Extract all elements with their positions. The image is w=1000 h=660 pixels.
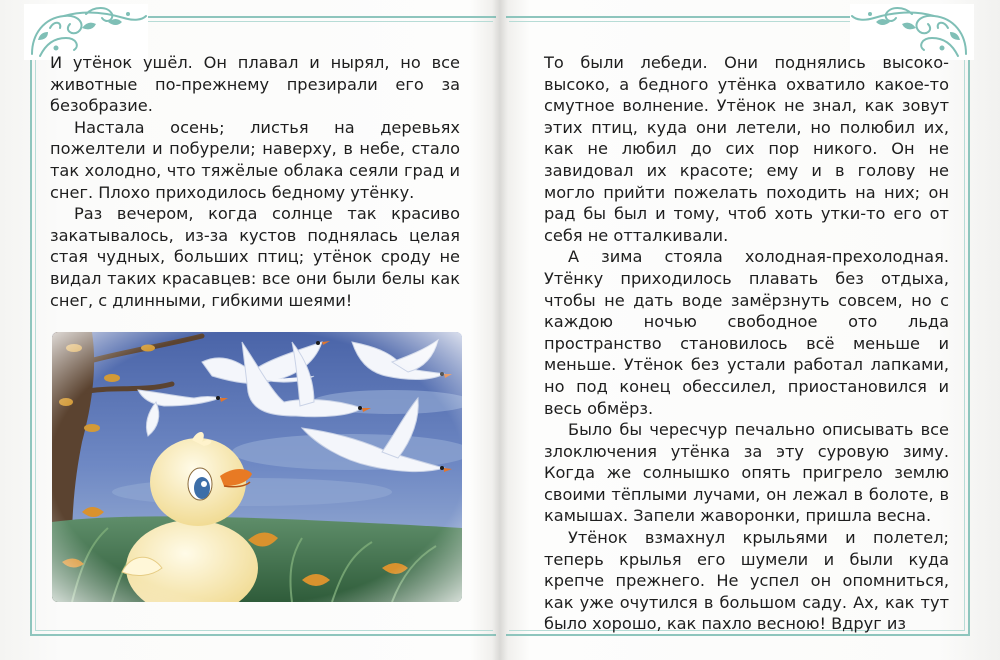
left-paragraph-1: И утёнок ушёл. Он плавал и нырял, но все животные по-прежнему презирали его за безобразие. (50, 53, 460, 116)
book-gutter (492, 0, 508, 660)
left-page-text (50, 52, 460, 311)
left-paragraph-2: Настала осень; листья на деревьях пожелтели и побурели; наверху, в небе, стало так холодно, что тяжёлые облака сеяли град и снег. Плохо приходилось бедному утёнку. (50, 117, 460, 202)
right-paragraph-3: Было бы чересчур печально описывать все злоключения утёнка за эту суровую зиму. Когда же солнышко опять пригрело землю своими тёплыми лучами, он лежал в болоте, в камышах. Запели жаворонки, пришла весна. (544, 420, 949, 526)
right-paragraph-4: Утёнок взмахнул крыльями и полетел; теперь крылья его шумели и были куда крепче прежнего. Не успел он опомниться, как уже очутился в большом саду. Ах, как тут было хорошо, как пахло весною! Вдруг из (544, 528, 949, 634)
right-paragraph-1: То были лебеди. Они поднялись высоко-высоко, а бедного утёнка охватило какое-то смутное волнение. Утёнок не знал, как зовут этих птиц, куда они летели, но полюбил их, как не любил до сих пор никого. Он не завидовал их красоте; ему и в голову не могло прийти пожелать походить на них; он рад бы был и тому, чтоб хоть утки-то его от себя не отталкивали. (544, 53, 949, 245)
right-paragraph-2: А зима стояла холодная-прехолодная. Утёнку приходилось плавать без отдыха, чтобы не дать воде замёрзнуть совсем, но с каждою ночью свободное ото льда пространство становилось всё меньше и меньше. Утёнок без устали работал лапками, но под конец обессилел, приостановился и весь обмёрз. (544, 247, 949, 418)
duckling-swans-illustration (52, 332, 462, 602)
left-paragraph-3: Раз вечером, когда солнце так красиво закатывалось, из-за кустов поднялась целая стая чудных, больших птиц; утёнок сроду не видал таких красавцев: все они были белы как снег, с длинными, гибкими шеями! (50, 204, 460, 310)
right-page-text (544, 52, 949, 635)
